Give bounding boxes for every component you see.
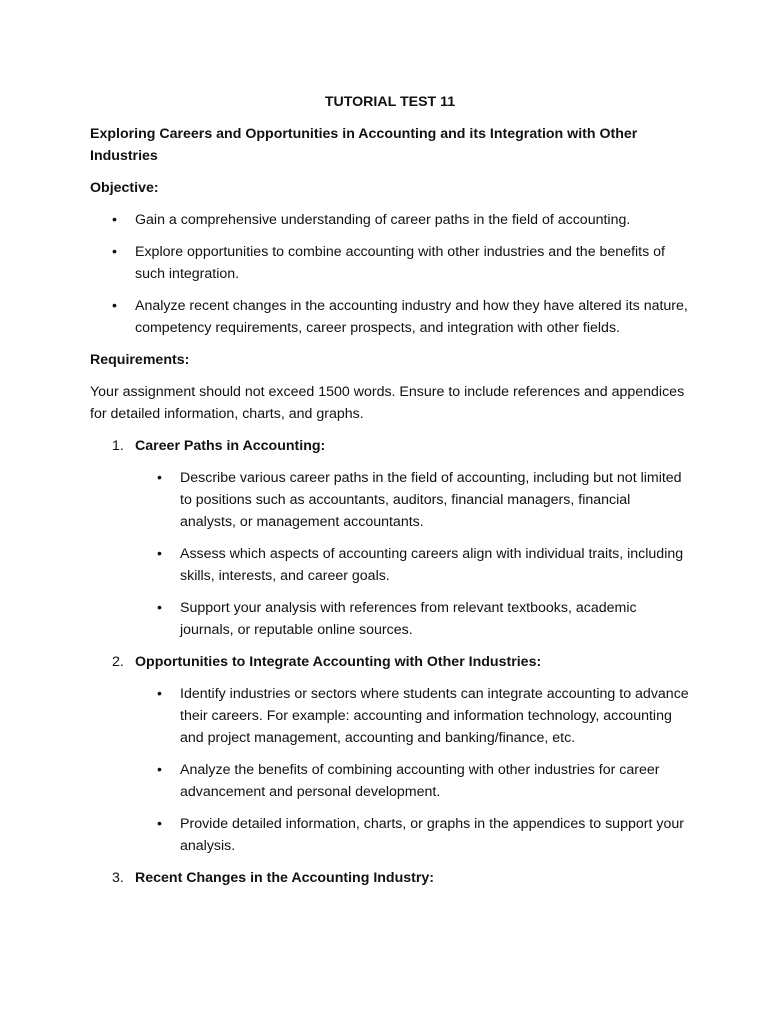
section-title: Career Paths in Accounting: bbox=[135, 438, 326, 454]
sections-list bbox=[90, 435, 690, 889]
section-sublist bbox=[135, 467, 690, 641]
section-subitem bbox=[135, 597, 690, 641]
subitem-text: Describe various career paths in the field of accounting, including but not limited to positions such as accountants, auditors, financial managers, financial analysts, or management accountants. bbox=[180, 470, 682, 530]
bullet-icon: • bbox=[157, 686, 162, 702]
section-subitem bbox=[135, 759, 690, 803]
subitem-text: Analyze the benefits of combining accounting with other industries for career advancement and personal development. bbox=[180, 762, 660, 800]
section-number: 1. bbox=[112, 438, 124, 454]
document-title: TUTORIAL TEST 11 bbox=[324, 94, 456, 110]
bullet-icon: • bbox=[112, 212, 117, 228]
section-number: 3. bbox=[112, 870, 124, 886]
objective-item bbox=[90, 295, 690, 339]
section-item bbox=[90, 867, 690, 889]
document-subtitle: Exploring Careers and Opportunities in Accounting and its Integration with Other Industries bbox=[90, 126, 638, 164]
subitem-text: Identify industries or sectors where students can integrate accounting to advance their careers. For example: accounting and information technology, accounting and project management, accounting and banking/finance, etc. bbox=[180, 686, 689, 746]
requirements-text: Your assignment should not exceed 1500 words. Ensure to include references and appendices for detailed information, charts, and graphs. bbox=[90, 384, 685, 422]
bullet-icon: • bbox=[157, 600, 162, 616]
bullet-icon: • bbox=[157, 816, 162, 832]
subitem-text: Assess which aspects of accounting careers align with individual traits, including skills, interests, and career goals. bbox=[180, 546, 684, 584]
section-title: Recent Changes in the Accounting Industry: bbox=[135, 870, 435, 886]
bullet-icon: • bbox=[157, 470, 162, 486]
bullet-icon: • bbox=[157, 762, 162, 778]
section-item bbox=[90, 651, 690, 857]
objective-text: Explore opportunities to combine accounting with other industries and the benefits of such integration. bbox=[135, 244, 665, 282]
bullet-icon: • bbox=[157, 546, 162, 562]
document-page bbox=[90, 91, 690, 899]
objective-text: Analyze recent changes in the accounting industry and how they have altered its nature, competency requirements, career prospects, and integration with other fields. bbox=[135, 298, 688, 336]
objective-heading: Objective: bbox=[90, 180, 159, 196]
requirements-heading: Requirements: bbox=[90, 352, 190, 368]
section-number: 2. bbox=[112, 654, 124, 670]
section-sublist bbox=[135, 683, 690, 857]
section-subitem bbox=[135, 467, 690, 533]
subitem-text: Provide detailed information, charts, or graphs in the appendices to support your analysis. bbox=[180, 816, 684, 854]
objective-list bbox=[90, 209, 690, 339]
section-subitem bbox=[135, 543, 690, 587]
bullet-icon: • bbox=[112, 244, 117, 260]
section-item bbox=[90, 435, 690, 641]
bullet-icon: • bbox=[112, 298, 117, 314]
objective-item bbox=[90, 241, 690, 285]
section-subitem bbox=[135, 813, 690, 857]
objective-item bbox=[90, 209, 690, 231]
section-subitem bbox=[135, 683, 690, 749]
objective-text: Gain a comprehensive understanding of career paths in the field of accounting. bbox=[135, 212, 631, 228]
subitem-text: Support your analysis with references from relevant textbooks, academic journals, or reputable online sources. bbox=[180, 600, 637, 638]
section-title: Opportunities to Integrate Accounting with Other Industries: bbox=[135, 654, 542, 670]
